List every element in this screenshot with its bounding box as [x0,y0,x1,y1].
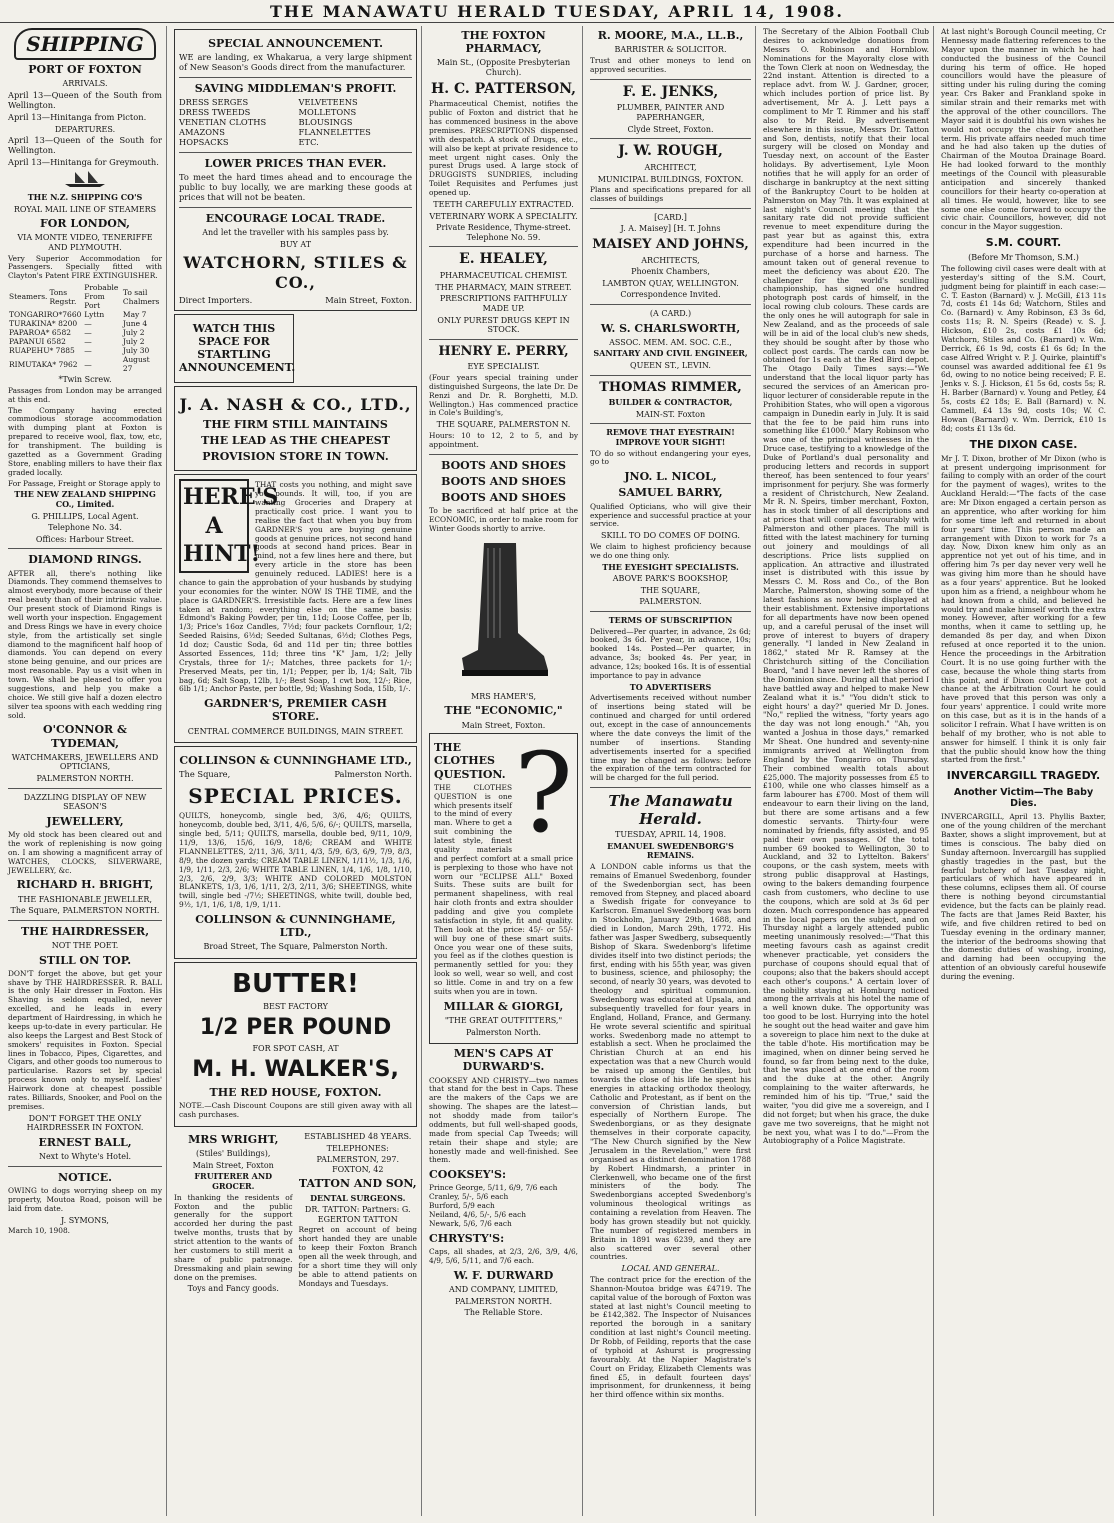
jenks-name: F. E. JENKS, [622,83,719,100]
ernest-sub: Next to Whyte's Hotel. [38,1152,132,1162]
passages-text: Passages from London may be arranged at this end. [8,385,162,404]
diamond-heading: DIAMOND RINGS. [28,553,142,567]
divider [179,152,412,153]
sm-court-heading: S.M. COURT. [985,236,1062,250]
goods-item: VENETIAN CLOTHS [179,117,267,128]
butter-note: NOTE.—Cash Discount Coupons are still given away with all cash purchases. [179,1101,412,1120]
table-cell: June 4 [122,319,148,329]
table-cell: PAPANUI 6582 [9,337,66,347]
divider [590,611,751,612]
divider [179,77,412,78]
table-cell: TONGARIRO*7660 [9,310,82,320]
rimmer-name: THOMAS RIMMER, [599,379,742,395]
perry-text: (Four years special training under distinguished Surgeons, the late Dr. De Renzi and Dr. R. Borghetti, M.D. Wellington.) Has commenced practice in Cole's Building's, [429,372,578,418]
table-cell: PAPAROA* 6582 [9,328,71,338]
company-text: The Company having erected commodious storage accommodation with dumping plant at Foxton is prepared to receive wool, flax, tow, etc, for transhipment. The building is gazetted as a Government Grading Store, enabling millers to have their flax graded locally. [8,405,162,477]
goods-item: DRESS TWEEDS [179,107,251,118]
rough-bld: MUNICIPAL BUILDINGS, FOXTON. [597,174,744,184]
sailing-ship-icon [8,170,162,188]
boots-line: BOOTS AND SHOES [441,474,566,488]
divider [590,79,751,80]
table-cell: — [84,319,92,329]
advertisers-text: Advertisements received without number of insertions being stated will be continued and charged for until ordered out, except in the case of announcements where the date conveys the limit of the number of insertions. Standing advertisements inserted for a specified time may be changed as follows: before the expiration of the term contracted for will be charged for the full period. [590,693,751,783]
column-5 [759,26,934,1516]
gardner-advert [174,474,417,743]
rough-name: J. W. ROUGH, [618,143,723,160]
jewel-text: My old stock has been cleared out and the work of replenishing is now going on. I am showing a magnificent array of WATCHES, CLOCKS, SILVERWARE, JEWELLERY, &c. [8,830,162,875]
nash-name: J. A. NASH & CO., LTD., [179,394,412,414]
divider [179,207,412,208]
table-cell: TURAKINA* 8200 [9,319,78,329]
tatton-name: TATTON AND SON, [298,1177,417,1191]
table-cell: — [84,328,92,338]
table-cell: RIMUTAKA* 7962 [9,359,78,369]
offices: Offices: Harbour Street. [35,534,135,544]
patterson-text: Pharmaceutical Chemist, notifies the public of Foxton and district that he has commenced business in the above premises. PRESCRIPTIONS dispensed with despatch. A stock of Drugs, etc., will also be kept at private residence to meet urgent night cases. Only the purest Drugs used. A large stock of DRUGGISTS SUNDRIES, including Toilet Requisites and Perfumes just opened up. [429,99,578,198]
column-6 [937,26,1110,1516]
column-2 [170,26,422,1516]
watchorn-name: WATCHORN, STILES & CO., [183,253,408,292]
lower-heading: LOWER PRICES THAN EVER. [204,157,387,171]
patterson-name: H. C. PATTERSON, [431,80,576,97]
sailings-table [8,283,162,373]
dental: DENTAL SURGEONS. [310,1192,406,1203]
lower-text: To meet the hard times ahead and to encourage the public to buy locally, we are marking these goods at prices that will not be beaten. [179,172,412,203]
lambton: LAMBTON QUAY, WELLINGTON. [602,278,739,288]
char-addr: QUEEN ST., LEVIN. [630,360,711,370]
central-address: CENTRAL COMMERCE BUILDINGS, MAIN STREET. [187,726,404,736]
cooksey-item: Cranley, 5/-, 5/6 each [429,1192,509,1202]
special-text: WE are landing, ex Whakarua, a very large shipment of New Season's Goods direct from the manufacturer. [179,52,412,73]
divider [8,548,162,549]
column-4 [586,26,756,1516]
bright-sub: THE FASHIONABLE JEWELLER, [18,894,152,904]
above-park: ABOVE PARK'S BOOKSHOP, [612,574,729,584]
eco-addr: Main Street, Foxton. [461,720,546,730]
outfitters: "THE GREAT OUTFITTERS," [444,1015,563,1025]
chrysty-text: Caps, all shades, at 2/3, 2/6, 3/9, 4/6, 4/9, 5/6, 5/11, and 7/6 each. [429,1247,578,1265]
port-heading: PORT OF FOXTON [28,63,142,76]
tatton-text: Regret on account of being short handed they are unable to keep their Foxton Branch open all the week through, and for a short time they will only be able to attend patients on Mondays and Tuesdays. [298,1225,417,1288]
collinson-name: COLLINSON & CUNNINGHAME LTD., [179,754,412,768]
table-cell: May 7 [122,310,147,320]
table-cell: — [84,346,92,356]
reliable-store: The Reliable Store. [464,1308,543,1318]
goods-item: BLOUSINGS [298,117,353,128]
table-head: To sail Chalmers [122,287,160,306]
butter-heading: BUTTER! [232,969,359,999]
healey-pharm: THE PHARMACY, MAIN STREET. [435,282,572,292]
dixon-text: Mr J. T. Dixon, brother of Mr Dixon (who is at present undergoing imprisonment for failing to comply with an order of the court for the payment of wages), writes to the Auckland Herald:—"The facts of the case are: Mr Dixon engaged a certain person as an apprentice, who after working for him for some time left and returned in about four years' time. This person made an arrangement with Dixon to work for 7s a day. Now, Dixon knew him only as an apprentice not yet out of his time, and in offering him 7s per day never very well he was giving him more than he should have as a four years' apprentice. But he looked upon him as a friend, a neighbour whom he had known from a child, and believed he would try and make himself worth the extra money. However, after working for a few months, when it came to settling up, he demanded 8s per day, and when Dixon refused at once reported it to the union. Hence the proceedings in the Arbitration Court. It is no use going further with the case, because the whole thing starts from this point, and if Dixon could have got a chance at the Arbitration Court he could have proved that this person was only a four years' apprentice. I could write more on this case, but as it is in the hands of a solicitor I refrain. What I have written is on behalf of my brother, who is not able to answer for himself. I think it is only fair that the public should know how the thing started from the first." [941,453,1106,765]
ernest-name: ERNEST BALL, [38,1135,132,1149]
collinson-name-2: COLLINSON & CUNNINGHAME, LTD., [195,913,396,940]
question-mark-icon: ? [514,729,573,858]
telephone: Telephone No. 34. [48,523,122,533]
special-prices: SPECIAL PRICES. [188,784,403,809]
maisey-names: J. A. Maisey] [H. T. Johns [620,224,721,234]
prices-text: QUILTS, honeycomb, single bed, 3/6, 4/6; QUILTS, honeycomb, double bed, 3/11, 4/6, 5/6, 6/-; QUILTS, marsella, single bed, 5/11; QUILTS, marsella, double bed, 9/11, 10/9, 11/9, 13/6, 15/6, 16/9, 18/6; CREAM and WHITE FLANNELETTES, 2/11, 3/6, 3/11, 4/3, 5/9, 6/3, 6/9, 7/9, 8/3, 8/9, the dozen yards; CREAM TABLE LINEN, 1/11½, 1/3, 1/6, 1/9, 1/11, 2/3, 2/6; WHITE TABLE LINEN, 1/4, 1/6, 1/8, 1/10, 2/3, 2/6, 2/9, 3/3; WHITE AND COLORED MOLSTON BLANKETS, 1/3, 1/6, 1/11, 2/3, 2/11, 3/6; SHEETINGS, white twill, single bed -/7½; SHEETINGS, white twill, double bed, 9½, 1/1, 1/6, 1/8, 1/9, 1/11. [179,811,412,910]
goods-item: VELVETEENS [298,97,358,108]
local-heading: LOCAL AND GENERAL. [621,1264,720,1274]
goods-item: HOPSACKS [179,137,229,148]
perry-square: THE SQUARE, PALMERSTON N. [436,420,571,430]
cash-line: FOR SPOT CASH, AT [252,1044,339,1054]
col-addr-2: Broad Street, The Square, Palmerston North. [203,942,388,952]
otyd-name: O'CONNOR & TYDEMAN, [43,723,127,750]
goods-item: ETC. [298,137,319,148]
column-1 [4,26,167,1516]
tel-line: PALMERSTON, 297. FOXTON, 42 [316,1155,400,1174]
goods-list [179,98,412,148]
firm-line: THE FIRM STILL MAINTAINS [203,417,388,431]
table-head: Probable From Port [84,283,119,311]
departure-item: April 13—Queen of the South for Wellington. [8,135,162,156]
still-top-heading: STILL ON TOP. [38,953,132,967]
clothes-question: THE CLOTHES QUESTION. [434,741,506,781]
cooksey-item: Newark, 5/6, 7/6 each [429,1218,512,1228]
table-cell: July 2 [122,328,145,338]
watchorn-footer [179,296,412,306]
clothes-text: THE CLOTHES QUESTION is one which presents itself to the mind of every man. Where to get a suit combining the latest style, finest quality materials and perfect comfort at a small price is perplexing to those who have not worn our "ECLIPSE ALL" Boxed Suits. These suits are built for permanent shapeliness, with real hair cloth fronts and extra shoulder padding and give you complete satisfaction in style, fit and quality. Then look at the price: 45/- or 55/- will buy one of these smart suits. Once you wear one of these suits, you feel as if the clothes question is permanently settled for you: they look so well, wear so well, and cost so little. Come in and try on a few suits when you are in town. [434,782,573,996]
cooksey-heading: COOKSEY'S: [429,1168,507,1182]
otyd-sub: WATCHMAKERS, JEWELLERS AND OPTICIANS, [11,752,159,772]
departure-item: April 13—Hinitanga for Greymouth. [8,157,159,168]
cooksey-item: Prince George, 5/11, 6/9, 7/6 each [429,1183,558,1193]
wright-text: In thanking the residents of Foxton and the public generally for the support accorded her during the past twelve months, trusts that by strict attention to the wants of her customers to still merit a share of public patronage. Dressmaking and plain sewing done on the premises. [174,1192,293,1282]
bright-addr: The Square, PALMERSTON NORTH. [10,906,160,916]
moore-sub: BARRISTER & SOLICITOR. [614,45,727,55]
card-label: [CARD.] [654,212,687,222]
firm-line: THE LEAD AS THE CHEAPEST [201,433,390,447]
eyesight-specialists: THE EYESIGHT SPECIALISTS. [602,561,739,572]
table-head: Steamers. [9,292,48,302]
best-factory: BEST FACTORY [263,1002,328,1012]
otyd-town: PALMERSTON NORTH. [36,774,134,784]
barry-name: SAMUEL BARRY, [618,486,723,500]
jenks-sub: PLUMBER, PAINTER AND PAPERHANGER, [616,103,725,122]
foxton-pharmacy: THE FOXTON PHARMACY, [461,29,546,56]
teeth: TEETH CAREFULLY EXTRACTED. [433,199,574,209]
clothes-advert [429,729,578,1044]
walker-name: M. H. WALKER'S, [192,1056,399,1082]
divider [429,454,578,455]
eye-text-3: We claim to highest proficiency because we do one thing only. [590,541,751,560]
invercargill-sub: Another Victim—The Baby Dies. [953,786,1094,809]
boots-text: To be sacrificed at half price at the ECONOMIC, in order to make room for Winter Goods shortly to arrive. [429,506,578,533]
durward-town: PALMERSTON NORTH. [454,1296,552,1306]
shipping-logo: SHIPPING [14,28,156,60]
pharm-addr: Main St., (Opposite Presbyterian Church). [436,58,571,77]
the-square: THE SQUARE, [640,585,701,595]
swedenborg-heading: EMANUEL SWEDENBORG'S REMAINS. [607,840,734,861]
swedenborg-text: A LONDON cable informs us that the remains of Emanuel Swedenborg, founder of the Swedenborgian sect, has been removed from Stepney, and placed aboard a Swedish frigate for conveyance to Karlscron. Emanuel Swedenborg was born in Stockholm, January 29th, 1688, and died in London, March 29th, 1772. His father was Jasper Swedberg, subsequently Bishop of Skara. Swedenborg's lifetime divides itself into two distinct periods; the first, ending with his 55th year, was given to business, science, and philosophy; the second, of nearly 30 years, was devoted to theology and spiritual communion. Swedenborg was educated at Upsala, and subsequently travelled for four years in England, Holland, France, and Germany. He wrote several scientific and spiritual works. Swedenborg made no attempt to establish a sect. When he proclaimed the Christian Church at an end his expectation was that a new Church would be raised up among the Gentiles, but towards the close of his life he spent his energies in attacking orthodox theology, Catholic and Protestant, as if bent on the conversion of Christian lands, but especially of Northern Europe. The Swedenborgians, or as they designate themselves in their corporate capacity, "The New Church signified by the New Jerusalem in the Revelation," were first organised as a distinct denomination 1788 by Robert Hindmarsh, a printer in Clerkenwell, who became one of the first ministers of the body. The Swedenborgians accepted Swedenborg's voluminous theological writings as containing a revelation from Heaven. The body has grown steadily but not quickly. The number of registered members in Britain in 1891 was 6239, and they are also scattered over several other countries. [590,861,751,1262]
divider [590,787,751,788]
watchorn-address: Main Street, Foxton. [325,294,412,305]
invercargill-heading: INVERCARGILL TRAGEDY. [946,769,1101,783]
perry-hours: Hours: 10 to 12, 2 to 5, and by appointment. [429,430,578,449]
herald-date: TUESDAY, APRIL 14, 1908. [615,830,726,840]
watchorn-advert [174,29,417,311]
char-sub2: SANITARY AND CIVIL ENGINEER, [593,348,748,359]
for-passage: For Passage, Freight or Storage apply to [8,478,161,488]
millar-name: MILLAR & GIORGI, [443,999,564,1013]
prescriptions: PRESCRIPTIONS FAITHFULLY MADE UP. [439,294,568,313]
saving-heading: SAVING MIDDLEMAN'S PROFIT. [194,82,397,96]
hamer-name: MRS HAMER'S, [471,691,536,701]
char-sub: ASSOC. MEM. AM. SOC. C.E., [609,337,732,347]
jewellery-heading: JEWELLERY, [46,814,124,828]
column-3 [425,26,583,1516]
goods-item: FLANNELETTES [298,127,371,138]
fruiterer: FRUITERER AND GROCER. [194,1171,273,1192]
table-cell: July 30 [122,346,150,356]
ladies-boot-icon [444,538,564,688]
tatton-advert [299,1130,418,1296]
agent: G. PHILLIPS, Local Agent. [31,511,139,521]
table-cell: August 27 [122,355,150,374]
cooksey-item: Neiland, 4/6, 5/-, 5/6 each [429,1210,527,1220]
col-square: The Square, [179,769,231,780]
rimmer-sub: BUILDER & CONTRACTOR, [608,397,733,408]
departures-heading: DEPARTURES. [54,124,116,134]
table-cell: — [84,359,92,369]
encourage-text: And let the traveller with his samples pass by. [202,228,389,238]
durward-name: W. F. DURWARD [453,1268,554,1282]
jenks-addr: Clyde Street, Foxton. [627,124,714,134]
partners: DR. TATTON: Partners: G. EGERTON TATTON [304,1205,411,1224]
wright-building: (Stiles' Buildings), [196,1149,271,1159]
divider [429,246,578,247]
millar-town: Palmerston North. [466,1027,541,1037]
palmerston: PALMERSTON. [639,597,702,607]
rough-text: Plans and specifications prepared for all classes of buildings [590,185,751,203]
goods-item: MOLLETONS [298,107,357,118]
buy-at: BUY AT [279,239,312,249]
symons-name: J. SYMONS, [61,1215,109,1225]
moore-name: R. MOORE, M.A., LL.B., [597,29,744,42]
arrival-item: April 13—Hinitanga from Picton. [8,111,147,122]
invercargill-text: INVERCARGILL, April 13. Phyllis Baxter, one of the young children of the merchant Baxter, shows a slight improvement, but at times is conscious. The baby died on Sunday afternoon. Invercargill has supplied ghastly tragedies in the past, but the fearful butchery of last Tuesday night, particulars of which have appeared in these columns, eclipses them all. Of course there is nothing beyond circumstantial evidence, but the facts can be plainly read. The facts are that James Reid Baxter, his wife, and five children retired to bed on Tuesday evening in the ordinary manner, the interior of the bedrooms showing that the domestic duties of washing, ironing, and darning had been occupying the attention of an obviously careful housewife during the evening. [941,812,1106,982]
goods-item: AMAZONS [179,127,225,138]
nz-line: ROYAL MAIL LINE OF STEAMERS [13,204,157,214]
moore-text: Trust and other moneys to lend on approved securities. [590,55,751,74]
watch-space-box [174,314,294,383]
phoenix: Phoenix Chambers, [631,267,710,277]
walker-advert [174,962,417,1127]
nz-text: Very Superior Accommodation for Passengers. Specially fitted with Clayton's Patent FIRE EXTINGUISHER. [8,253,162,281]
sm-court-text: The following civil cases were dealt with at yesterday's sitting of the S.M. Court, judgment being for plaintiff in each case:—C. T. Easton (Barnard) v. J. McGill, £13 11s 7d, costs £1 14s 6d; Watchorn, Stiles and Co. (Barnard) v. Amy Robinson, £3 3s 6d, costs 11s; R. N. Speirs (Reade) v. S. J. Hickson, £10 2s, costs £1 10s 6d; Watchorn, Stiles and Co. (Barnard) v. Wm. Derrick, £6 1s 9d, costs £1 6s 6d; In the case Alfred Wright v. P. J. Quirke, plaintiff's counsel was awarded additional fee £1 9s 6d, owing to no notice being received; F. E. Jenks v. S. J. Hickson, £1 5s 6d, costs 5s; R. H. Barber (Barnard) v. Young and Petley, £4 5s, costs £2 18s; E. Ball (Barnard) v. N. Cammell, £4 13s 9d, costs 10s; W. C. Howan (Barnard) v. Wm. Derrick, £10 1s 8d; costs £1 13s 6d. [941,263,1106,433]
not-poet: NOT THE POET. [51,940,119,950]
herald-title: The Manawatu Herald. [608,792,733,829]
dont-forget: DON'T FORGET THE ONLY HAIRDRESSER IN FOXTON. [26,1113,144,1133]
table-cell: RUAPEHU* 7885 [9,346,75,356]
rough-sub: ARCHITECT, [644,162,697,172]
notice-text: OWING to dogs worrying sheep on my property, Moutoa Road, poison will be laid from date. [8,1185,162,1213]
col-town: Palmerston North. [334,769,412,780]
nicol-name: JNO. L. NICOL, [624,470,717,484]
nz-for: FOR LONDON, [39,217,131,231]
maisey-name: MAISEY AND JOHNS, [592,237,749,253]
dixon-heading: THE DIXON CASE. [969,437,1078,451]
rimmer-addr: MAIN-ST. Foxton [635,409,706,419]
caps-text: COOKSEY AND CHRISTY—two names that stand for the best in Caps. These are the makers of the Caps we are showing. The shapes are the latest—not shoddy made from tailor's oddments, but full well-shaped goods, made from special Cap Tweeds; will retain their shape and style; are honestly made and well-finished. See them. [429,1075,578,1165]
wright-name: MRS WRIGHT, [188,1133,279,1147]
local-text: The contract price for the erection of the Shannon-Moutoa bridge was £4719. The capital value of the borough of Foxton was stated at last night's Council meeting to be £142,382. The Inspector of Nuisances reported the borough in a sanitary condition at last night's Council meeting. Dr Robb, of Feilding, reports that the case of typhoid at Ashurst is progressing favourably. At the Napier Magistrate's Court on Friday, Elizabeth Clements was fined £5, in default fourteen days' imprisonment, for drunkenness, it being her third offence within six months. [590,1274,751,1400]
charlsworth-name: W. S. CHARLSWORTH, [600,321,741,335]
special-heading: SPECIAL ANNOUNCEMENT. [208,37,383,50]
diamond-text: AFTER all, there's nothing like Diamonds. They commend themselves to almost everybody, more because of their real beauty than of their intrinsic value. Our present stock of Diamond Rings is well worth your inspection. Engagement and Dress Rings we have in every choice style, from the artistically set single diamond to the magnificent half hoop of diamonds. You can depend on every stone being genuine, and our prices are most reasonable. Pay us a visit when in town. We shall be pleased to offer you suggestions, and help you make a choice. We still give half a dozen electro silver tea spoons with each wedding ring sold. [8,568,162,720]
skill-line: SKILL TO DO COMES OF DOING. [601,531,740,541]
economic-name: THE "ECONOMIC," [444,704,563,718]
gardners-name: GARDNER'S, PREMIER CASH STORE. [204,697,387,724]
sm-court-sub: (Before Mr Thomson, S.M.) [968,253,1079,263]
table-cell: July 2 [122,337,145,347]
gardner-text: THAT costs you nothing, and might save you pounds. It will, too, if you are wanting Groceries and Drapery at practically cost price. I want you to realise the fact that when you buy from GARDNER'S you are buying genuine goods at genuine prices, not second hand goods at second hand prices. Bear in mind, not a few lines here and there, but every article in the store has been genuinely reduced. LADIES! here is a chance to gain the approbation of your husbands by studying your economies for the winter. NOW IS THE TIME, and the place is GARDNER'S. Irresistible facts. Here are a few lines taken at random; everything else on the same basis: Edmond's Baking Powder, per tin, 11d; Loose Coffee, per lb, 1/3; Price's 16oz Candles, 7½d; four packets Cornflour, 1/2; Seeded Raisins, 6½d; Seeded Sultanas, 6½d; Clothes Pegs, 1d doz; Caustic Soda, 6d and 11d per tin; three bottles Assorted Essences, 11d; three tins "K" Jam, 1/2; Jelly Crystals, three for 1/-; Matches, three packets for 1/-; Preserved Meats, per tin, 1/1; Pepper, per lb, 1/4; Salt, 7lb bag, 6d; Salt Soap, 12lb, 1/-; Best Soap, 1 cwt box, 12/-; Rice, 6lb 1/1; Anchor Paste, per bottle, 9d; Washing Soda, 15lb, 1/-. [179,480,412,694]
symons-date: March 10, 1908. [8,1226,71,1236]
arrival-item: April 13—Queen of the South from Wellington. [8,89,162,110]
wright-advert [174,1130,293,1296]
divider [590,375,751,376]
toys: Toys and Fancy goods. [187,1284,279,1294]
caps-heading: MEN'S CAPS AT DURWARD'S. [453,1047,554,1074]
encourage-heading: ENCOURAGE LOCAL TRADE. [205,212,386,226]
boots-line: BOOTS AND SHOES [441,458,566,472]
healey-name: E. HEALEY, [459,251,548,268]
twin-screw: *Twin Screw. [58,375,112,385]
boots-line: BOOTS AND SHOES [441,491,566,504]
masthead: THE MANAWATU HERALD TUESDAY, APRIL 14, 1908. [0,2,1114,23]
table-cell: Lyttn [84,310,105,320]
divider [590,208,751,209]
eye-text: TO do so without endangering your eyes, go to [590,448,751,467]
firm-line: PROVISION STORE IN TOWN. [202,450,389,464]
vet: VETERINARY WORK A SPECIALITY. [429,211,578,221]
divider [429,339,578,340]
corres: Correspondence Invited. [620,290,721,300]
divider [8,788,162,789]
eye-specialist: EYE SPECIALIST. [467,362,540,372]
ball-text: DON'T forget the above, but get your shave by THE HAIRDRESSER. R. BALL is the only Hair dresser in Foxton. His Shaving is seldom equalled, never excelled, and he leads in every department of Hairdressing, in which he keeps up-to-date in every particular. He also keeps the Largest and Best Stock of smokers' requisites in Foxton. Special lines in Tobacco, Pipes, Cigarettes, and Cigars, and other goods too numerous to particularise. Razors set by special process known only to myself. Ladies' Hairwork done at cheapest possible rates. Billiards, Snooker, and Pool on the premises. [8,968,162,1111]
advertisers-heading: TO ADVERTISERS [629,681,712,692]
red-house: THE RED HOUSE, FOXTON. [209,1086,382,1100]
news-paragraphs: The Secretary of the Albion Football Club desires to acknowledge donations from Messrs O. Robinson and Hornblow. Nominations for the Mayoralty close with the Town Clerk at noon on Wednesday, the 22nd instant. Attention is directed to a replace advt. from W. J. Gardner, grocer, which includes portion of price list. By advertisement, Mr A. J. Lett pays a compliment to Mr T. Rimmer and his staff also to Mr Reid. By advertisement elsewhere in this issue, Messrs Dr. Tatton and Son, dentists, notify that their local surgery will be closed on Monday and Tuesday next, on account of the Easter holidays. By advertisement, Lyle Moon notifies that he will apply for an order of discharge in bankruptcy at the next sitting of the Bankruptcy Court to be holden at Palmerston on May 7th. It was explained at last night's Council meeting that the sanitary rate did not provide sufficient revenue to meet expenditure during the past year but as against this, extra expenditure had been incurred in the purchase of a horse and harness. The amount taken out of general revenue to meet the deficiency was about £20. The challenger for the world's sculling championship, has signed one hundred photograph post cards of himself, in the local rowing club colours. These cards are the only ones he will autograph for sale in New Zealand, and as the proceeds of sale will be in aid of the local club's new sheds, they should be sought after by those who collect post cards. The cards can now be obtained for 1s each at the Red Bird depot. The Otago Daily Times says:—"We understand that the local liquor party has secured the services of an American pro-liquor lecturer of considerable repute in the Prohibition States, who will open a vigorous campaign in Dunedin early in July. It is said that the fee to be paid him runs into something like £1000." Mary Robinson who was one of the principal witnesses in the Druce case, testifying to a knowledge of the Duke of Portland's dual personality and producing letters and records in support thereof, has been sentenced to four years' imprisonment for perjury. She was formerly a resident of Christchurch, New Zealand. Mr R. N. Speirs, timber merchant, Foxton, has in stock timber of all descriptions and at prices that will compare favourably with Palmerston and other places. The mill is fitted with the latest machinery for turning out joinery and mouldings of all descriptions. Price lists supplied on application. An attractive and illustrated inset is distributed with this issue by Messrs C. M. Ross and Co., of the Bon Marche, Palmerston, showing some of the latest fashions as now being displayed at their establishment. Extensive importations for all departments have now been opened up, and a careful perusal of the inset will prove of interest to buyers of drapery generally. "I landed in New Zealand in 1862," stated Mr R. Ramsey at the Christchurch sitting of the Conciliation Board, "and I have never left the shores of the Dominion since. During all that period I have battled away and helped to make New Zealand what it is." "You didn't stick to eight hours' a day?" queried Mr D. Jones. "No," replied the witness, "forty years ago the day was not long enough." "Ah, you wanted a Joshua in those days," remarked Mr Sheat. One hundred and seventy-nine immigrants arrived at Wellington from England by the Tongariro on Thursday. Their combined wealth totals about £25,000. The majority possesses from £5 to £100, while one who classes himself as a farm labourer has £700. Most of them will endeavour to earn their living on the land, but there are some artisans and a few domestic servants. Thirty-four were nominated by friends, fifty assisted, and 95 paid their own passages. Of the total number 69 booked to Wellington, 30 to Auckland, and 32 to Lyttelton. Bakers' coupons, or the cash system, meets with strong public disapproval at Hastings, owing to the bakers demanding fourpence cash from customers, who decline to use the coupons, which are sold at 3s 6d per dozen. Much correspondence has appeared in the local papers on the subject, and on Thursday night a largely attended public meeting unanimously resolved:—"That this meeting favours cash as against credit whenever practicable, yet considers the purchase of coupons should equal that of coupons; also that the bakers should accept each other's coupons." A certain lover of the nobility staying at Homburg noticed among the arrivals at his hotel the name of a well known duke. The opportunity was too good to be lost. Hurrying into the hotel he sought out the head waiter and gave him a sovereign to place him next to the duke at the table d'hote. His mortification may be imagined, when on dinner being served he found, so far from being next to the duke, that he was placed at one end of the room and the duke at the other. Angrily complaining to the waiter afterwards, he reminded him of his tip. "True," said the waiter, "you did give me a sovereign, and I did not forget; but when his grace, the duke gave me two sovereigns, that he might not be next you, what was I to do."—From the Autobiography of a Police Magistrate. [763,27,929,1146]
chrysty-heading: CHRYSTY'S: [429,1231,505,1245]
table-cell: — [84,337,92,347]
divider [8,920,162,921]
nz-company: THE N.Z. SHIPPING CO'S [27,192,143,203]
bright-name: RICHARD H. BRIGHT, [16,878,154,892]
nz-via: VIA MONTE VIDEO, TENERIFFE AND PLYMOUTH. [17,233,153,253]
hairdresser-heading: THE HAIRDRESSER, [20,924,150,938]
collinson-address [179,770,412,780]
collinson-advert [174,746,417,959]
table-head: Tons Regstr. [49,287,77,306]
bottom-adverts [174,1130,417,1296]
divider [590,423,751,424]
divider [590,304,751,305]
watch-space: WATCH THIS SPACE FOR STARTLING ANNOUNCEMENT. [179,321,296,375]
direct-importers: Direct Importers. [179,294,253,305]
perry-name: HENRY E. PERRY, [438,343,569,359]
council-text: At last night's Borough Council meeting, Cr Hennessy made flattering references to the Mayor upon the manner in which he had conducted the business of the Council during his term of office. He hoped councillors would have the pleasure of sitting under his ruling during the coming year. Crs Baker and Frankland spoke in similar strain and their remarks met with the approval of the other councillors. The Mayor said it is doubtful his own wishes he would not occupy the chair for another term. His private affairs needed much time and he had also taken up the duties of Chairman of the Moutoa Drainage Board. He had looked forward to the monthly meetings of the Council with pleasurable anticipation and sincerely thanked councillors for their hearty co-operation at all times. He would, however, like to see some one else come forward to occupy the civic chair. Councillors, however, did not concur in the Mayor suggestion. [941,27,1106,232]
goods-item: DRESS SERGES [179,97,249,108]
divider [8,1166,162,1167]
acard-label: (A CARD.) [649,309,692,318]
nash-advert [174,386,417,472]
divider [590,138,751,139]
wright-street: Main Street, Foxton [192,1160,274,1170]
healey-sub: PHARMACEUTICAL CHEMIST. [439,271,568,281]
telephones: TELEPHONES: [326,1143,389,1153]
established: ESTABLISHED 48 YEARS. [304,1132,412,1142]
arrivals-heading: ARRIVALS. [62,79,108,89]
durward-sub: AND COMPANY, LIMITED, [448,1284,559,1294]
cooksey-item: Burford, 5/9 each [429,1201,495,1211]
terms-text: Delivered—Per quarter, in advance, 2s 6d; booked, 3s 6d. Per year, in advance, 10s; booked 14s. Posted—Per quarter, in advance, 3s; booked 4s. Per year, in advance, 12s; booked 16s. It is of essential importance to pay in advance [590,626,751,680]
purest: ONLY PUREST DRUGS KEPT IN STOCK. [437,315,570,335]
terms-heading: TERMS OF SUBSCRIPTION [608,615,733,625]
half-per-pound: 1/2 PER POUND [199,1014,392,1040]
hint-box: HERE'S A HINT! [179,479,249,573]
architects: ARCHITECTS, [641,255,700,265]
dazzle-heading: DAZZLING DISPLAY OF NEW SEASON'S [23,792,147,812]
eye-text-2: Qualified Opticians, who will give their experience and successful practice at your service. [590,501,751,529]
eyestrain-heading: REMOVE THAT EYESTRAIN! IMPROVE YOUR SIGHT! [606,427,735,447]
notice-heading: NOTICE. [58,1170,112,1184]
nzsc-name: THE NEW ZEALAND SHIPPING CO., Limited. [14,489,156,510]
private-residence: Private Residence, Thyme-street. Telephone No. 59. [436,223,571,242]
